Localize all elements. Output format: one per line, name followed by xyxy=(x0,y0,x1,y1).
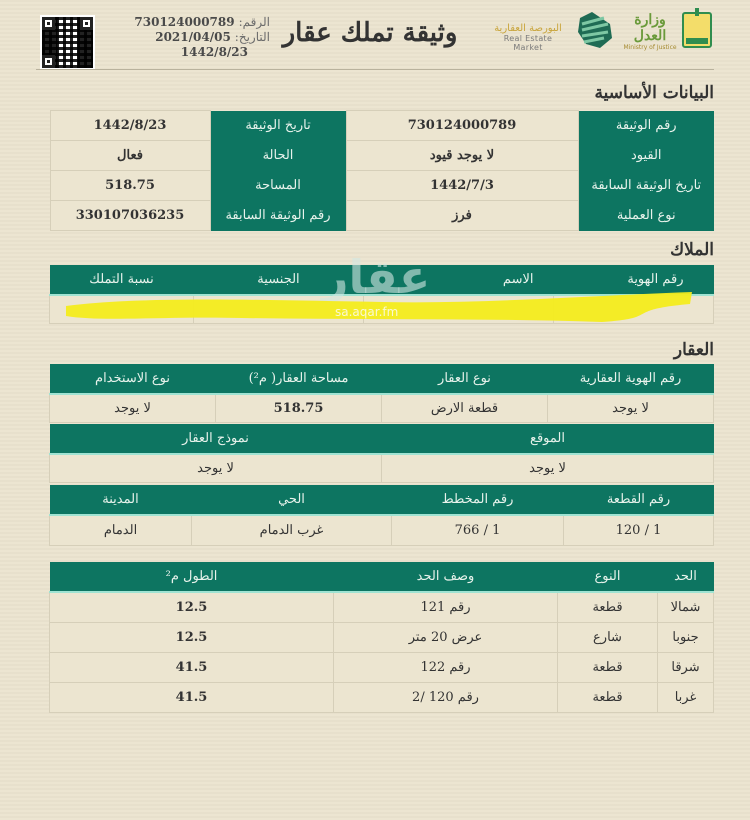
qr-finder xyxy=(42,17,55,30)
table-row xyxy=(50,454,714,482)
logo-text-ar: البورصة العقارية xyxy=(494,23,562,34)
boundary-description: رقم 122 xyxy=(334,652,558,682)
table-row xyxy=(50,515,714,545)
aqar-watermark-url: sa.aqar.fm xyxy=(335,305,399,319)
qr-code xyxy=(40,15,95,70)
area-label: المساحة xyxy=(210,171,346,201)
boundary-length: 12.5 xyxy=(50,622,334,652)
property-area-value: 518.75 xyxy=(216,394,382,422)
city-value: الدمام xyxy=(50,515,192,545)
property-table-1 xyxy=(49,364,714,423)
prev-doc-number-value: 330107036235 xyxy=(50,201,210,231)
boundary-direction: شرقا xyxy=(658,652,714,682)
owner-id-header: رقم الهوية xyxy=(554,265,714,295)
plot-number-header: رقم القطعة xyxy=(564,485,714,515)
boundary-length: 41.5 xyxy=(50,682,334,712)
property-id-value: لا يوجد xyxy=(548,394,714,422)
section-title-basic: البيانات الأساسية xyxy=(594,83,714,103)
table-header-row xyxy=(50,562,714,592)
usage-type-value: لا يوجد xyxy=(50,394,216,422)
prev-doc-date-label: تاريخ الوثيقة السابقة xyxy=(578,171,714,201)
table-row xyxy=(50,171,714,201)
location-value: لا يوجد xyxy=(382,454,714,482)
property-model-header: نموذج العقار xyxy=(50,424,382,454)
section-title-property: العقار xyxy=(673,340,714,360)
owner-name-header: الاسم xyxy=(364,265,554,295)
boundary-type: قطعة xyxy=(558,592,658,622)
logo-text-en: Ministry of Justice xyxy=(623,44,677,51)
section-title-owners: الملاك xyxy=(670,240,714,260)
aqar-watermark: عقار xyxy=(322,250,431,304)
basic-data-table xyxy=(50,110,715,231)
qr-finder xyxy=(80,17,93,30)
logo-text-ar: وزارة العدل xyxy=(633,12,667,44)
property-model-value: لا يوجد xyxy=(50,454,382,482)
date-gregorian: 2021/04/05 xyxy=(155,30,231,44)
boundary-description-header: وصف الحد xyxy=(334,562,558,592)
plan-number-header: رقم المخطط xyxy=(392,485,564,515)
district-value: غرب الدمام xyxy=(192,515,392,545)
qr-finder xyxy=(42,55,55,68)
table-header-row xyxy=(50,485,714,515)
property-table-2 xyxy=(49,424,714,483)
property-type-header: نوع العقار xyxy=(382,364,548,394)
saudi-map-icon xyxy=(574,10,614,50)
doc-date-label: تاريخ الوثيقة xyxy=(210,111,346,141)
table-row xyxy=(50,652,714,682)
boundary-header: الحد xyxy=(658,562,714,592)
prev-doc-number-label: رقم الوثيقة السابقة xyxy=(210,201,346,231)
area-value: 518.75 xyxy=(50,171,210,201)
table-row xyxy=(50,394,714,422)
date-label: التاريخ: xyxy=(234,30,270,44)
boundary-type: شارع xyxy=(558,622,658,652)
boundary-description: عرض 20 متر xyxy=(334,622,558,652)
number-value: 730124000789 xyxy=(134,15,235,29)
usage-type-header: نوع الاستخدام xyxy=(50,364,216,394)
real-estate-market-logo xyxy=(488,23,568,52)
document-meta xyxy=(130,15,270,60)
plan-number-value: 1 / 766 xyxy=(392,515,564,545)
operation-type-label: نوع العملية xyxy=(578,201,714,231)
property-area-header: مساحة العقار( م²) xyxy=(216,364,382,394)
ministry-emblem-icon xyxy=(682,12,712,48)
date-hijri: 1442/8/23 xyxy=(180,45,248,59)
boundary-direction: شمالا xyxy=(658,592,714,622)
doc-date-value: 1442/8/23 xyxy=(50,111,210,141)
doc-number-value: 730124000789 xyxy=(346,111,578,141)
property-id-header: رقم الهوية العقارية xyxy=(548,364,714,394)
table-row xyxy=(50,682,714,712)
table-row xyxy=(50,111,714,141)
ministry-of-justice-logo xyxy=(620,12,680,51)
number-label: الرقم: xyxy=(238,15,270,29)
boundary-direction: غربا xyxy=(658,682,714,712)
owner-nationality-header: الجنسية xyxy=(194,265,364,295)
boundary-type-header: النوع xyxy=(558,562,658,592)
table-header-row xyxy=(50,424,714,454)
status-label: الحالة xyxy=(210,141,346,171)
boundary-type: قطعة xyxy=(558,682,658,712)
boundary-direction: جنوبا xyxy=(658,622,714,652)
boundary-length: 41.5 xyxy=(50,652,334,682)
page-title: وثيقة تملك عقار xyxy=(282,18,458,48)
city-header: المدينة xyxy=(50,485,192,515)
status-value: فعال xyxy=(50,141,210,171)
header-divider xyxy=(36,69,714,70)
boundary-length: 12.5 xyxy=(50,592,334,622)
boundary-type: قطعة xyxy=(558,652,658,682)
logo-text-en: Real Estate Market xyxy=(503,34,553,52)
property-table-3 xyxy=(49,485,714,546)
table-row xyxy=(50,622,714,652)
boundary-description: رقم 121 xyxy=(334,592,558,622)
table-row xyxy=(50,201,714,231)
boundary-length-header: الطول م² xyxy=(50,562,334,592)
table-header-row xyxy=(50,364,714,394)
property-type-value: قطعة الارض xyxy=(382,394,548,422)
boundary-description: رقم 120 /2 xyxy=(334,682,558,712)
operation-type-value: فرز xyxy=(346,201,578,231)
restrictions-label: القيود xyxy=(578,141,714,171)
doc-number-label: رقم الوثيقة xyxy=(578,111,714,141)
restrictions-value: لا يوجد قيود xyxy=(346,141,578,171)
table-row xyxy=(50,592,714,622)
location-header: الموقع xyxy=(382,424,714,454)
district-header: الحي xyxy=(192,485,392,515)
boundaries-table xyxy=(49,562,714,713)
table-row xyxy=(50,141,714,171)
prev-doc-date-value: 1442/7/3 xyxy=(346,171,578,201)
plot-number-value: 1 / 120 xyxy=(564,515,714,545)
owner-share-header: نسبة التملك xyxy=(50,265,194,295)
